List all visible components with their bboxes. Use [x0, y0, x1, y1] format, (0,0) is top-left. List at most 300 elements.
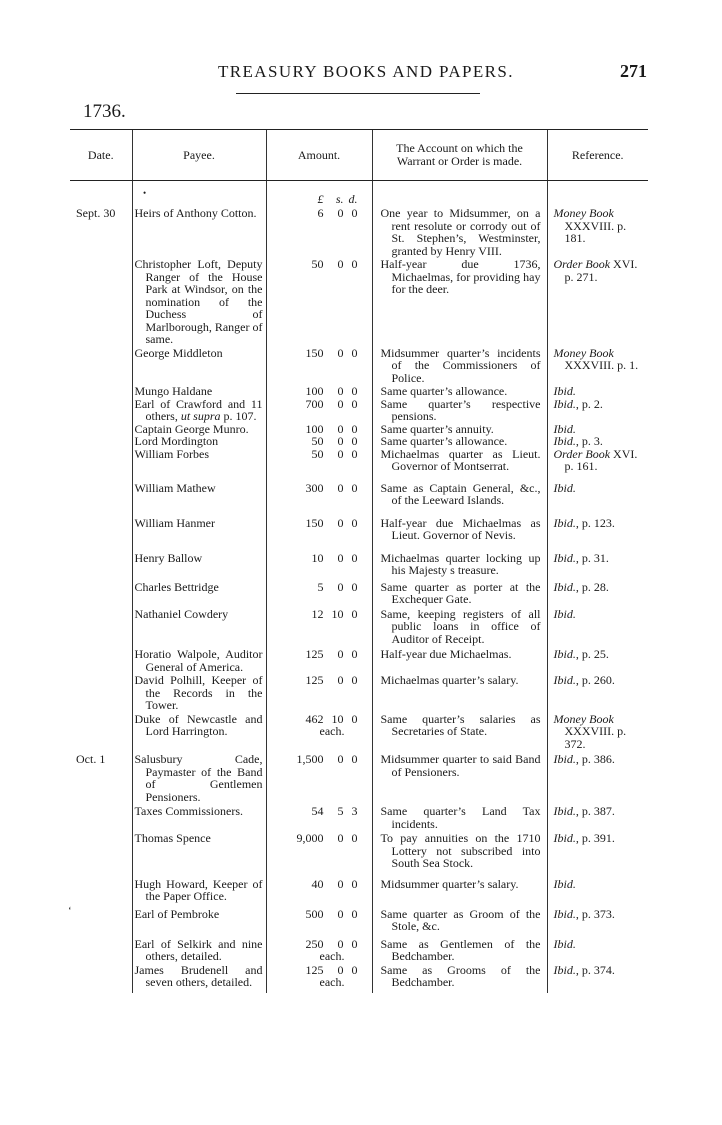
- amount-line: [267, 385, 372, 398]
- payee-text: William Forbes: [134, 446, 210, 461]
- reference-cell: [547, 908, 648, 933]
- amount-shillings: 0: [337, 480, 344, 495]
- amount-pounds: 100: [305, 384, 324, 398]
- table-row: [70, 805, 648, 830]
- payee-cell: [132, 347, 266, 385]
- reference-text: Ibid.: [553, 606, 576, 621]
- amount-cell: [266, 517, 372, 542]
- amount-cell: [266, 435, 372, 448]
- date-cell: [70, 398, 132, 423]
- account-cell: [372, 207, 547, 257]
- account-cell: [372, 753, 547, 803]
- table-row: [70, 648, 648, 673]
- account-text: Same quarter’s annuity.: [380, 421, 494, 436]
- amount-line: [267, 878, 372, 891]
- amount-line: [267, 805, 372, 818]
- table-row: [70, 258, 648, 346]
- amount-cell: [266, 713, 372, 751]
- amount-cell: [266, 398, 372, 423]
- amount-pence: 0: [351, 257, 358, 271]
- amount-shillings: 0: [337, 752, 344, 766]
- table-row: [70, 517, 648, 542]
- amount-line: [267, 398, 372, 411]
- reference-cell: [547, 648, 648, 673]
- amount-line: [267, 448, 372, 461]
- reference-text: Ibid.: [553, 876, 576, 891]
- amount-pence: 0: [351, 936, 358, 951]
- amount-pounds: 150: [305, 345, 324, 360]
- amount-pence: 0: [351, 673, 358, 687]
- amount-line: [267, 608, 372, 621]
- reference-cell: [547, 581, 648, 606]
- payee-text: Captain George Munro.: [134, 421, 249, 436]
- amount-shillings: 0: [337, 906, 344, 921]
- account-text: To pay annuities on the 1710 Lottery not subscribed into South Sea Stock.: [380, 831, 541, 870]
- amount-shillings: 5: [337, 804, 344, 818]
- amount-shillings: 0: [337, 384, 344, 398]
- amount-shillings: 0: [337, 206, 344, 220]
- amount-cell: [266, 648, 372, 673]
- table-row: [70, 964, 648, 989]
- table-row: [70, 347, 648, 385]
- payee-cell: [132, 648, 266, 673]
- amount-column-header: Amount.: [266, 130, 372, 181]
- reference-text: Order Book XVI. p. 161.: [553, 446, 638, 473]
- reference-text: Ibid., p. 374.: [553, 962, 615, 977]
- amount-line: [267, 517, 372, 530]
- amount-shillings: 10: [331, 606, 344, 621]
- account-text: Michaelmas quarter’s salary.: [380, 673, 519, 687]
- account-cell: [372, 581, 547, 606]
- account-cell: [372, 878, 547, 903]
- amount-pounds: 125: [305, 647, 324, 661]
- account-text: Same quarter’s salaries as Secretaries of State.: [380, 711, 541, 738]
- amount-pence: 0: [351, 550, 358, 565]
- amount-line: [267, 482, 372, 495]
- currency-units: [267, 193, 372, 207]
- table-row: [70, 581, 648, 606]
- amount-shillings: 0: [337, 396, 344, 411]
- date-cell: [70, 347, 132, 385]
- amount-pence: 0: [351, 752, 358, 766]
- amount-line: [267, 908, 372, 921]
- spacer-row: [70, 181, 648, 194]
- account-cell: [372, 832, 547, 870]
- account-text: Same, keeping registers of all public loans in office of Auditor of Receipt.: [380, 606, 541, 646]
- account-cell: [372, 938, 547, 963]
- date-cell: [70, 713, 132, 751]
- account-text: Same quarter’s Land Tax incidents.: [380, 804, 541, 831]
- account-text: Half-year due Michaelmas.: [380, 647, 512, 661]
- payee-text: Horatio Walpole, Auditor General of America.: [134, 647, 263, 674]
- table-row: [70, 878, 648, 903]
- payee-text: Thomas Spence: [134, 831, 211, 845]
- reference-cell: [547, 258, 648, 346]
- account-cell: [372, 398, 547, 423]
- amount-line: [267, 674, 372, 687]
- payee-text: Earl of Selkirk and nine others, detailed.: [134, 936, 263, 963]
- amount-pounds: 150: [305, 515, 324, 530]
- amount-line: [267, 258, 372, 271]
- date-cell: [70, 674, 132, 712]
- payee-text: Salusbury Cade, Paymaster of the Band of Gentlemen Pensioners.: [134, 752, 263, 804]
- reference-text: Ibid., p. 373.: [553, 906, 615, 921]
- amount-line: [267, 347, 372, 360]
- account-cell: [372, 908, 547, 933]
- amount-cell: [266, 385, 372, 398]
- payee-cell: [132, 674, 266, 712]
- date-cell: [70, 482, 132, 507]
- payee-text: William Mathew: [134, 480, 216, 495]
- payee-text: Charles Bettridge: [134, 579, 219, 594]
- table-row: [70, 753, 648, 803]
- amount-pence: 0: [351, 906, 358, 921]
- account-text: Same as Gentlemen of the Bedchamber.: [380, 936, 541, 963]
- amount-shillings: 0: [337, 345, 344, 360]
- header-rule: [236, 93, 480, 94]
- amount-pence: 0: [351, 711, 358, 726]
- stray-dot: •: [143, 188, 147, 198]
- account-cell: [372, 648, 547, 673]
- amount-cell: [266, 448, 372, 473]
- table-row: [70, 674, 648, 712]
- account-cell: [372, 674, 547, 712]
- account-cell: [372, 482, 547, 507]
- reference-cell: [547, 964, 648, 989]
- amount-pounds: 100: [305, 421, 324, 436]
- reference-text: Ibid., p. 28.: [553, 579, 609, 594]
- date-cell: [70, 805, 132, 830]
- amount-pounds: 50: [311, 257, 324, 271]
- reference-text: Ibid., p. 386.: [553, 752, 615, 766]
- stray-tick: ‘: [68, 905, 72, 917]
- shillings-unit: s.: [335, 192, 344, 206]
- amount-pence: 0: [351, 515, 358, 530]
- reference-cell: [547, 938, 648, 963]
- reference-text: Ibid.: [553, 480, 576, 495]
- amount-shillings: 0: [337, 673, 344, 687]
- amount-pence: 0: [351, 579, 358, 594]
- date-cell: [70, 385, 132, 398]
- account-cell: [372, 713, 547, 751]
- account-cell: [372, 608, 547, 646]
- amount-pence: 0: [351, 480, 358, 495]
- payee-cell: [132, 938, 266, 963]
- reference-text: Ibid., p. 123.: [553, 515, 615, 530]
- amount-pounds: 300: [305, 480, 324, 495]
- amount-pounds: 125: [305, 962, 324, 977]
- account-text: Midsummer quarter to said Band of Pensioners.: [380, 752, 541, 779]
- table-row: [70, 713, 648, 751]
- reference-cell: [547, 878, 648, 903]
- date-cell: [70, 448, 132, 473]
- account-cell: [372, 517, 547, 542]
- table-row: [70, 908, 648, 933]
- amount-pence: 0: [351, 962, 358, 977]
- date-cell: [70, 938, 132, 963]
- amount-cell: [266, 805, 372, 830]
- account-text: One year to Midsummer, on a rent resolute or corrody out of St. Stephen’s, Westminster, granted by Henry VIII.: [380, 206, 541, 258]
- reference-text: Ibid., p. 391.: [553, 831, 615, 845]
- amount-pence: 0: [351, 446, 358, 461]
- table-row: [70, 448, 648, 473]
- amount-cell: [266, 908, 372, 933]
- table-row: [70, 832, 648, 870]
- amount-shillings: 0: [337, 936, 344, 951]
- payee-text: Earl of Crawford and 11 others, ut supra p. 107.: [134, 396, 263, 423]
- amount-shillings: 10: [331, 711, 344, 726]
- date-cell: [70, 908, 132, 933]
- reference-text: Ibid., p. 31.: [553, 550, 609, 565]
- payee-text: Nathaniel Cowdery: [134, 606, 229, 621]
- reference-cell: [547, 713, 648, 751]
- amount-pounds: 10: [311, 550, 324, 565]
- date-cell: [70, 648, 132, 673]
- account-cell: [372, 964, 547, 989]
- amount-cell: [266, 964, 372, 989]
- reference-text: Money Book XXXVIII. p. 1.: [553, 345, 639, 372]
- amount-pence: 0: [351, 876, 358, 891]
- payee-text: Lord Mordington: [134, 434, 219, 448]
- reference-text: Ibid.: [553, 421, 576, 436]
- payee-cell: [132, 964, 266, 989]
- amount-shillings: 0: [337, 579, 344, 594]
- amount-shillings: 0: [337, 876, 344, 891]
- reference-text: Ibid., p. 25.: [553, 647, 609, 661]
- amount-cell: [266, 552, 372, 577]
- amount-cell: [266, 258, 372, 346]
- date-cell: [70, 964, 132, 989]
- year-heading: 1736.: [83, 101, 126, 122]
- amount-pounds: 54: [311, 804, 324, 818]
- amount-cell: [266, 608, 372, 646]
- payee-cell: [132, 832, 266, 870]
- payments-table: [70, 129, 648, 993]
- reference-cell: [547, 482, 648, 507]
- amount-shillings: 0: [337, 831, 344, 845]
- payee-cell: [132, 608, 266, 646]
- payee-column-header: Payee.: [132, 130, 266, 181]
- account-cell: [372, 552, 547, 577]
- amount-line: [267, 964, 372, 977]
- amount-line: [267, 435, 372, 448]
- amount-shillings: 0: [337, 421, 344, 436]
- amount-shillings: 0: [337, 257, 344, 271]
- account-text: Michaelmas quarter as Lieut. Governor of Montserrat.: [380, 446, 541, 473]
- payee-cell: [132, 517, 266, 542]
- amount-pounds: 462: [305, 711, 324, 726]
- account-text: Same quarter as Groom of the Stole, &c.: [380, 906, 541, 933]
- payee-cell: [132, 713, 266, 751]
- payee-text: Taxes Commissioners.: [134, 804, 243, 818]
- amount-line: [267, 713, 372, 726]
- amount-pounds: 12: [311, 606, 324, 621]
- account-text: Same quarter’s allowance.: [380, 434, 508, 448]
- table-row: [70, 938, 648, 963]
- amount-each-note: each.: [319, 975, 345, 989]
- amount-shillings: 0: [337, 515, 344, 530]
- payee-cell: [132, 207, 266, 257]
- amount-cell: [266, 832, 372, 870]
- account-cell: [372, 805, 547, 830]
- date-cell: Oct. 1: [76, 752, 106, 766]
- date-cell: [70, 878, 132, 903]
- payee-cell: [132, 552, 266, 577]
- amount-pence: 3: [351, 804, 358, 818]
- account-cell: [372, 448, 547, 473]
- payee-cell: [132, 908, 266, 933]
- amount-pounds: 5: [317, 579, 324, 594]
- amount-pounds: 1,500: [296, 752, 324, 766]
- amount-cell: [266, 581, 372, 606]
- payee-cell: [132, 482, 266, 507]
- account-text: Midsummer quarter’s salary.: [380, 876, 519, 891]
- amount-shillings: 0: [337, 647, 344, 661]
- payee-cell: [132, 805, 266, 830]
- amount-cell: [266, 482, 372, 507]
- date-cell: [70, 552, 132, 577]
- payee-cell: [132, 385, 266, 398]
- table-row: [70, 207, 648, 257]
- account-text: Same as Grooms of the Bedchamber.: [380, 962, 541, 989]
- payee-text: George Middleton: [134, 345, 223, 360]
- account-text: Half-year due 1736, Michaelmas, for providing hay for the deer.: [380, 257, 541, 296]
- date-cell: Sept. 30: [76, 206, 116, 220]
- reference-text: Ibid., p. 260.: [553, 673, 615, 687]
- amount-pounds: 50: [311, 446, 324, 461]
- date-cell: [70, 423, 132, 436]
- payee-cell: [132, 581, 266, 606]
- amount-pence: 0: [351, 647, 358, 661]
- reference-cell: [547, 517, 648, 542]
- amount-each-note: each.: [319, 724, 345, 738]
- amount-pence: 0: [351, 384, 358, 398]
- account-column-header: The Account on which the Warrant or Order is made.: [372, 130, 547, 181]
- reference-cell: [547, 805, 648, 830]
- amount-shillings: 0: [337, 446, 344, 461]
- account-text: Michaelmas quarter locking up his Majesty s treasure.: [380, 550, 541, 577]
- date-cell: [70, 258, 132, 346]
- account-cell: [372, 435, 547, 448]
- amount-pounds: 50: [311, 434, 324, 448]
- payee-cell: [132, 398, 266, 423]
- amount-shillings: 0: [337, 434, 344, 448]
- amount-cell: [266, 753, 372, 803]
- date-column-header: Date.: [70, 130, 132, 181]
- amount-cell: [266, 674, 372, 712]
- reference-column-header: Reference.: [547, 130, 648, 181]
- reference-cell: [547, 674, 648, 712]
- amount-shillings: 0: [337, 550, 344, 565]
- amount-line: [267, 832, 372, 845]
- account-cell: [372, 347, 547, 385]
- amount-each-note: each.: [319, 949, 345, 963]
- account-text: Same quarter as porter at the Exchequer Gate.: [380, 579, 541, 606]
- units-row: [70, 193, 648, 207]
- amount-pence: 0: [351, 345, 358, 360]
- amount-pounds: 6: [317, 206, 324, 220]
- amount-line: [267, 581, 372, 594]
- payee-text: Henry Ballow: [134, 550, 203, 565]
- amount-pounds: 500: [305, 906, 324, 921]
- payee-cell: [132, 435, 266, 448]
- account-text: Same quarter’s respective pensions.: [380, 396, 541, 423]
- payee-text: James Brudenell and seven others, detailed.: [134, 962, 263, 989]
- reference-text: Order Book XVI. p. 271.: [553, 257, 638, 284]
- amount-pence: 0: [351, 434, 358, 448]
- amount-pence: 0: [351, 831, 358, 845]
- date-cell: [70, 517, 132, 542]
- date-cell: [70, 608, 132, 646]
- payee-text: Earl of Pembroke: [134, 906, 220, 921]
- header-row: [70, 130, 648, 181]
- payee-cell: [132, 753, 266, 803]
- amount-line: [267, 207, 372, 220]
- reference-text: Money Book XXXVIII. p. 372.: [553, 711, 627, 751]
- account-text: Same quarter’s allowance.: [380, 384, 508, 398]
- page-number: 271: [620, 61, 647, 81]
- reference-cell: [547, 448, 648, 473]
- reference-cell: [547, 552, 648, 577]
- reference-cell: [547, 207, 648, 257]
- payee-text: William Hanmer: [134, 515, 215, 530]
- amount-shillings: 0: [337, 962, 344, 977]
- amount-line: [267, 938, 372, 951]
- table-body: [70, 181, 648, 993]
- account-text: Same as Captain General, &c., of the Leeward Islands.: [380, 480, 541, 507]
- running-head: [0, 62, 722, 86]
- amount-pence: 0: [351, 606, 358, 621]
- amount-pounds: 250: [305, 936, 324, 951]
- amount-pounds: 125: [305, 673, 324, 687]
- bottom-spacer: [70, 989, 648, 993]
- payee-cell: [132, 878, 266, 903]
- amount-pence: 0: [351, 396, 358, 411]
- amount-cell: [266, 938, 372, 963]
- table-row: [70, 398, 648, 423]
- table-row: [70, 552, 648, 577]
- amount-pence: 0: [351, 421, 358, 436]
- amount-pounds: 700: [305, 396, 324, 411]
- running-title: TREASURY BOOKS AND PAPERS.: [218, 62, 514, 81]
- payee-text: Christopher Loft, Deputy Ranger of the House Park at Windsor, on the nomination of the Duchess of Marlborough, Ranger of same.: [134, 257, 263, 346]
- amount-line: [267, 753, 372, 766]
- account-text: Midsummer quarter’s incidents of the Commissioners of Police.: [380, 345, 541, 385]
- account-cell: [372, 385, 547, 398]
- reference-text: Ibid.: [553, 936, 576, 951]
- reference-text: Ibid., p. 3.: [553, 434, 603, 448]
- reference-cell: [547, 608, 648, 646]
- payee-text: Heirs of Anthony Cotton.: [134, 206, 257, 220]
- reference-text: Ibid.: [553, 384, 576, 398]
- reference-cell: [547, 832, 648, 870]
- payee-text: Mungo Haldane: [134, 384, 213, 398]
- payee-cell: [132, 448, 266, 473]
- amount-cell: [266, 347, 372, 385]
- payee-text: Duke of Newcastle and Lord Harrington.: [134, 711, 263, 738]
- account-text: Half-year due Michaelmas as Lieut. Governor of Nevis.: [380, 515, 541, 542]
- date-cell: [70, 832, 132, 870]
- payee-cell: [132, 258, 266, 346]
- reference-text: Money Book XXXVIII. p. 181.: [553, 206, 627, 245]
- amount-pounds: 9,000: [296, 831, 324, 845]
- amount-cell: [266, 878, 372, 903]
- table-row: [70, 482, 648, 507]
- date-cell: [70, 581, 132, 606]
- reference-text: Ibid., p. 2.: [553, 396, 603, 411]
- table-row: [70, 608, 648, 646]
- pence-unit: d.: [348, 192, 358, 206]
